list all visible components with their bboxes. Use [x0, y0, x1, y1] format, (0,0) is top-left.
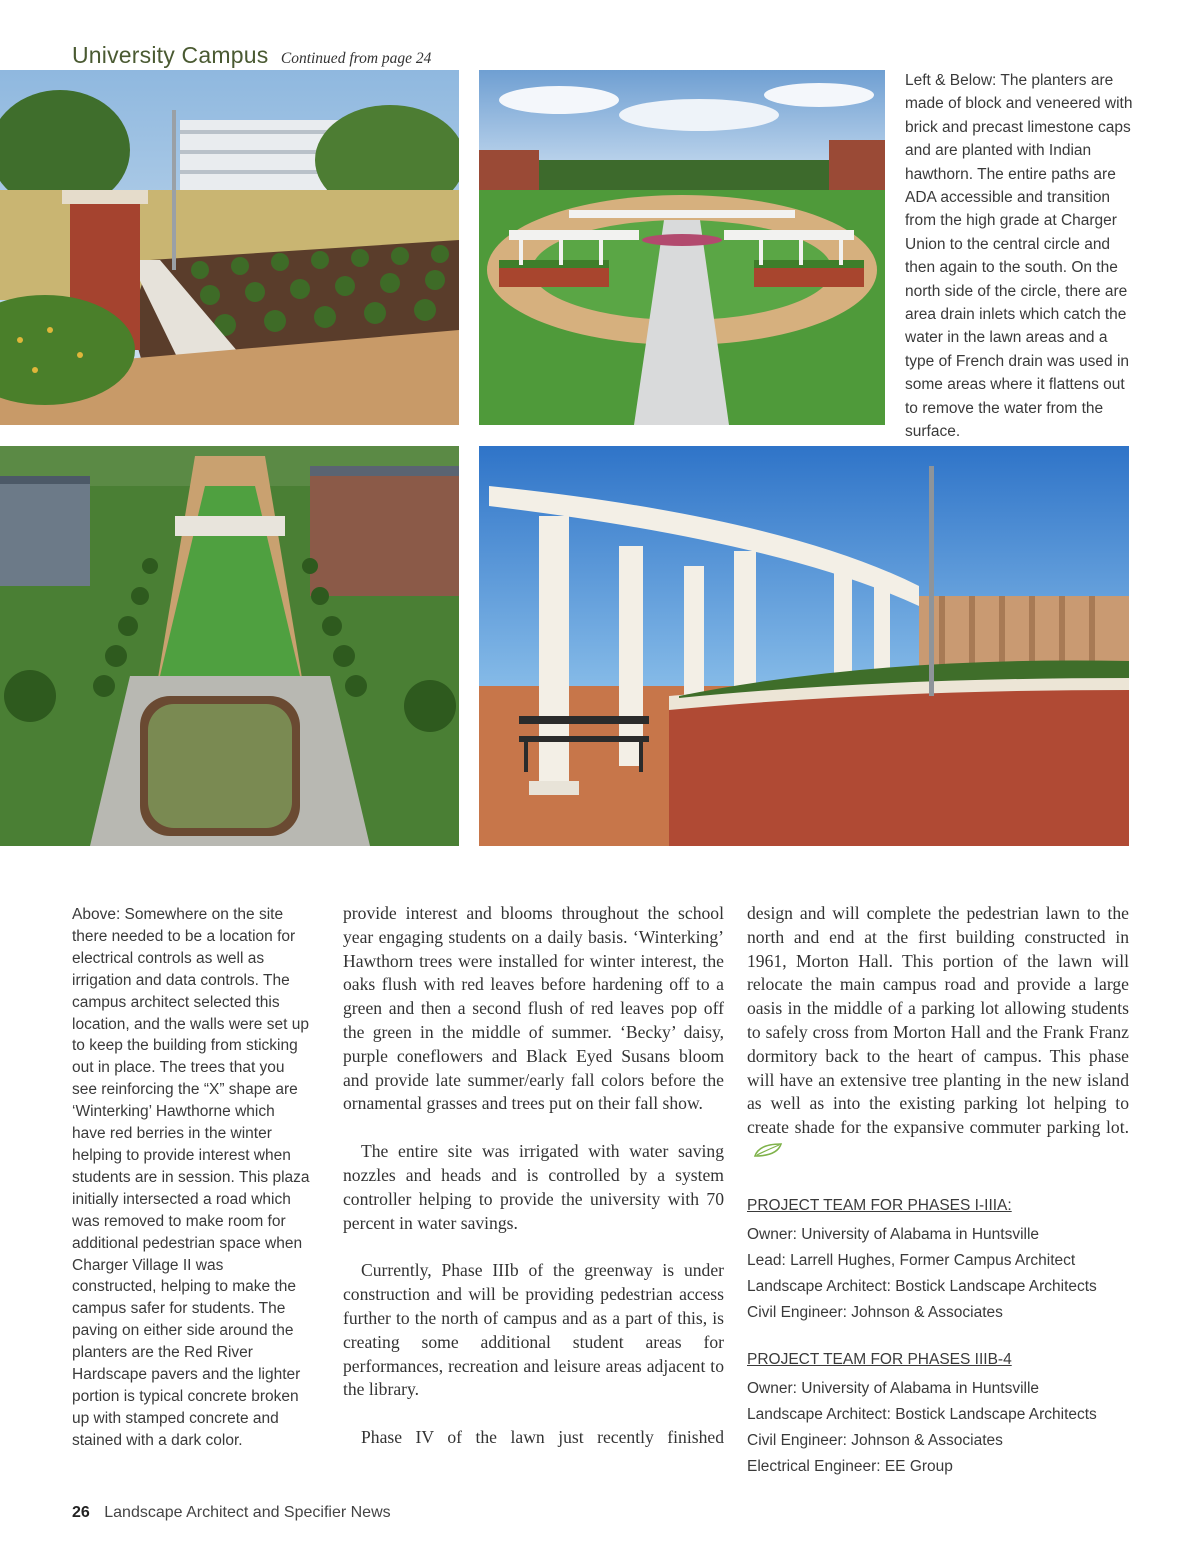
project-team-row: Landscape Architect: Bostick Landscape Architects — [747, 1406, 1097, 1423]
project-team-row: Owner: University of Alabama in Huntsville — [747, 1380, 1040, 1397]
leaf-end-icon — [753, 1141, 783, 1165]
project-team-row: Civil Engineer: Johnson & Associates — [747, 1432, 1003, 1449]
article-paragraph: provide interest and blooms throughout the school year engaging students on a daily basis. ‘Winterking’ Hawthorn trees were installed for winter interest, the oaks flush with red leaves before hardening off to a green and then a second flush of red leaves pop off the green in the middle of summer. ‘Becky’ daisy, purple coneflowers and Black Eyed Susans bloom and provide late summer/early fall colors before the ornamental grasses and trees put on their fall show. — [343, 903, 724, 1114]
page-header — [72, 42, 431, 72]
article-column-3 — [747, 902, 1129, 1165]
photo-pergola — [479, 446, 1129, 846]
article-paragraph: Currently, Phase IIIb of the greenway is under construction and will be providing pedestrian access further to the north of campus and as a part of this, is creating some additional student areas for performances, recreation and leisure areas adjacent to the library. — [343, 1260, 724, 1400]
project-team-heading: PROJECT TEAM FOR PHASES I-IIIA: — [747, 1197, 1012, 1214]
article-paragraph: Phase IV of the lawn just recently finished — [361, 1427, 724, 1448]
article-paragraph: design and will complete the pedestrian lawn to the north and end at the first building constructed in 1961, Morton Hall. This portion of the lawn will relocate the main campus road and provide a large oasis in the middle of a parking lot allowing students to safely cross from Morton Hall and the Frank Franz dormitory back to the heart of campus. This phase will have an extensive tree planting in the new island as well as into the existing parking lot helping to create shade for the expansive commuter parking lot. — [747, 903, 1129, 1138]
caption-planters: Left & Below: The planters are made of block and veneered with brick and precast limestone caps and are planted with Indian hawthorn. The entire paths are ADA accessible and transition from the high grade at Charger Union to the central circle and then again to the south. On the north side of the circle, there are area drain inlets which catch the water in the lawn areas and a type of French drain was used in some areas where it flattens out to remove the water from the surface. — [905, 72, 1133, 441]
project-team-heading: PROJECT TEAM FOR PHASES IIIB-4 — [747, 1351, 1012, 1368]
page-footer — [72, 1504, 391, 1522]
project-team-row: Electrical Engineer: EE Group — [747, 1458, 953, 1475]
article-paragraph: The entire site was irrigated with water saving nozzles and heads and is controlled by a system controller helping to provide the university with 70 percent in water savings. — [343, 1141, 724, 1233]
article-column-2 — [343, 902, 724, 1450]
project-team-row: Owner: University of Alabama in Huntsville — [747, 1226, 1040, 1243]
project-team-row: Lead: Larrell Hughes, Former Campus Architect — [747, 1252, 1076, 1269]
caption-aerial-lawn: Above: Somewhere on the site there needed to be a location for electrical controls as well as irrigation and data controls. The campus architect selected this location, and the walls were set up to keep the building from sticking out in place. The trees that you see reinforcing the “X” shape are ‘Winterking’ Hawthorne which have red berries in the winter helping to provide interest when students are in session. This plaza initially intersected a road which was removed to make room for additional pedestrian space when Charger Village II was constructed, helping to make the campus safer for students. The paving on either side around the planters are the Red River Hardscape pavers and the lighter portion is typical concrete broken up with stamped concrete and stained with a dark color. — [72, 906, 310, 1449]
project-team-row: Civil Engineer: Johnson & Associates — [747, 1304, 1003, 1321]
page-number: 26 — [72, 1504, 90, 1521]
photo-planters — [0, 70, 459, 425]
section-title: University Campus — [72, 42, 269, 68]
photo-aerial-lawn — [0, 446, 459, 846]
project-team-phases-iiib-4 — [747, 1350, 1147, 1480]
photo-aerial-circle — [479, 70, 885, 425]
publication-name: Landscape Architect and Specifier News — [104, 1504, 391, 1521]
project-team-phases-i-iiia — [747, 1196, 1147, 1326]
project-team-row: Landscape Architect: Bostick Landscape Architects — [747, 1278, 1097, 1295]
continued-note: Continued from page 24 — [280, 50, 432, 67]
